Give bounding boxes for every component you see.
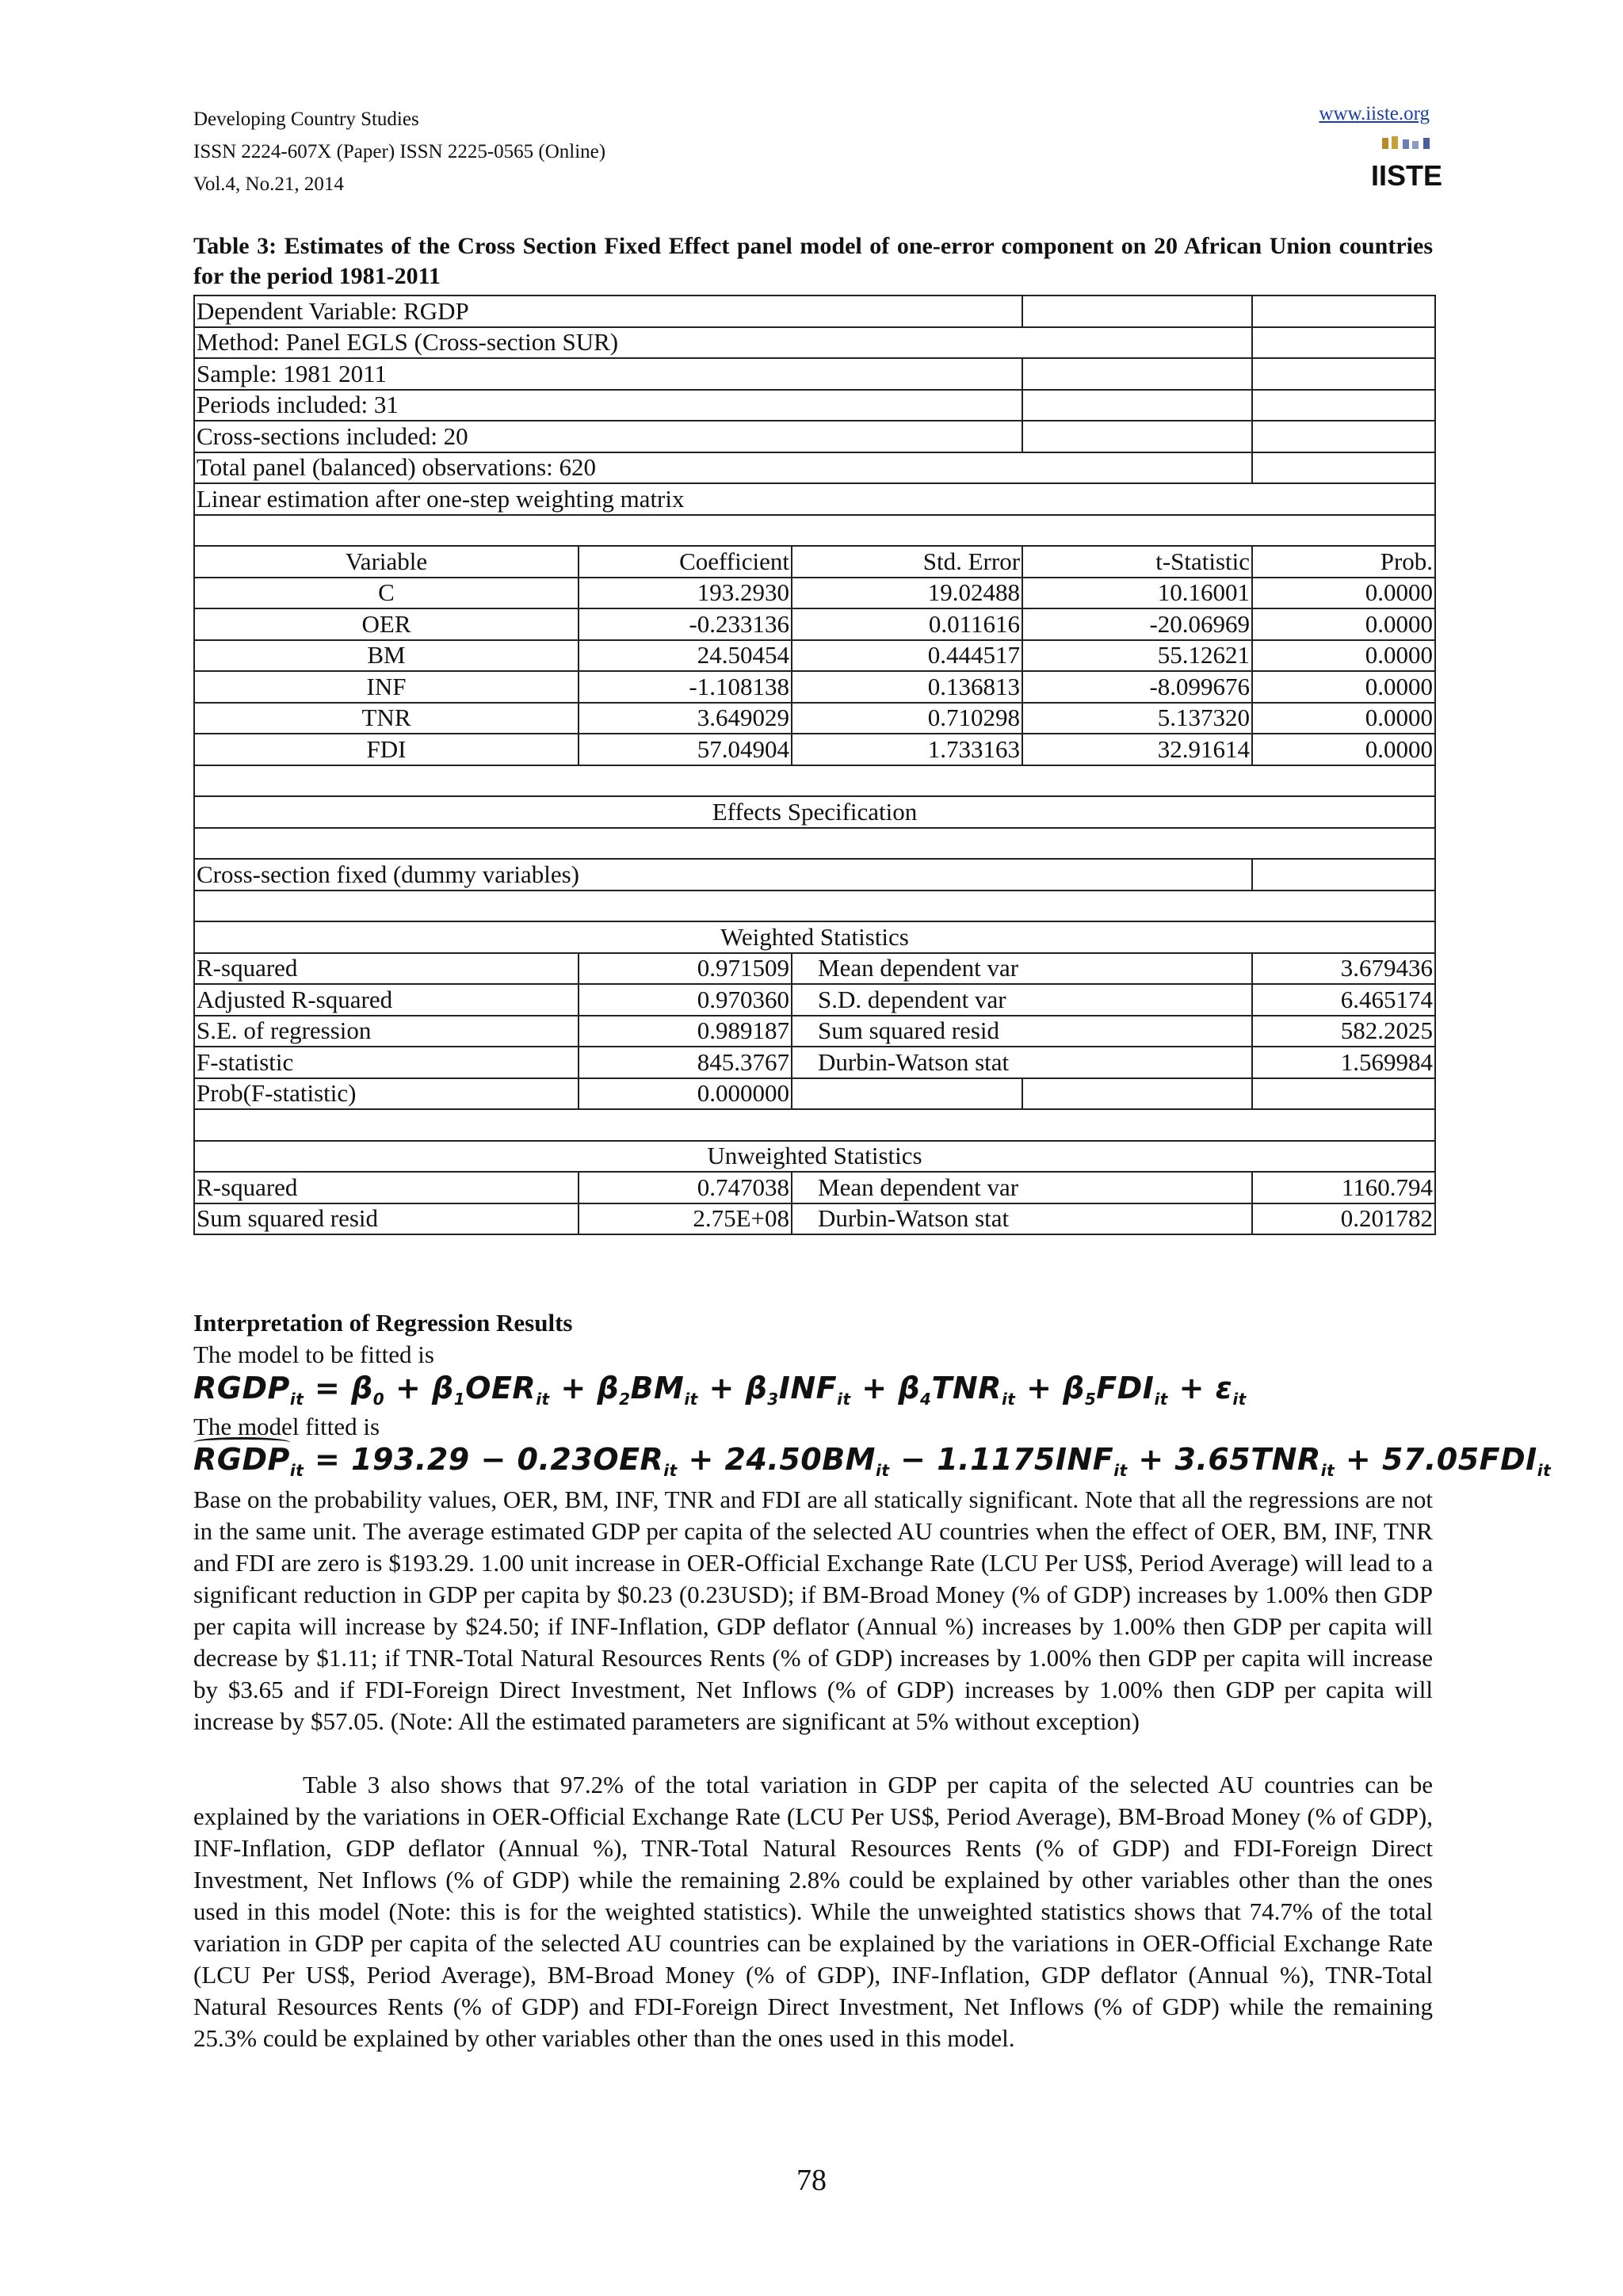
iiste-logo (1370, 136, 1443, 193)
svg-text:IISTE: IISTE (1370, 159, 1443, 192)
stat-label: Prob(F-statistic) (194, 1078, 579, 1110)
table-caption: Table 3: Estimates of the Cross Section Fixed Effect panel model of one-error component on 20 African Union countries for the period 1981-2011 (193, 233, 1433, 289)
stat-value: 582.2025 (1252, 1016, 1435, 1047)
section-title: Interpretation of Regression Results (193, 1309, 573, 1337)
stat-row (194, 1172, 1435, 1203)
empty-cell (792, 1078, 1022, 1110)
cell-coefficient: 24.50454 (579, 640, 792, 672)
stat-row (194, 984, 1435, 1016)
stat-label: Durbin-Watson stat (792, 1203, 1252, 1235)
stat-value: 0.989187 (579, 1016, 792, 1047)
info-row (194, 483, 1435, 515)
stat-value: 2.75E+08 (579, 1203, 792, 1235)
cell-coefficient: 57.04904 (579, 734, 792, 765)
empty-cell (1252, 327, 1435, 359)
cell-variable: C (194, 578, 579, 609)
stat-row (194, 1047, 1435, 1078)
table-row (194, 703, 1435, 734)
stat-label: F-statistic (194, 1047, 579, 1078)
cell-std-error: 0.444517 (792, 640, 1022, 672)
cell-prob: 0.0000 (1252, 703, 1435, 734)
empty-cell (1022, 296, 1252, 327)
journal-name: Developing Country Studies (193, 109, 419, 130)
hat-accent (193, 1437, 290, 1447)
info-sample: Sample: 1981 2011 (194, 358, 1022, 390)
estimates-table (193, 295, 1436, 1235)
stat-value: 1160.794 (1252, 1172, 1435, 1203)
stat-label: R-squared (194, 953, 579, 985)
table-row (194, 640, 1435, 672)
cell-coefficient: 193.2930 (579, 578, 792, 609)
spacer-row (194, 1109, 1435, 1141)
stat-label: Adjusted R-squared (194, 984, 579, 1016)
unweighted-statistics-title: Unweighted Statistics (194, 1141, 1435, 1173)
stat-value: 0.201782 (1252, 1203, 1435, 1235)
stat-row (194, 1203, 1435, 1235)
empty-cell (1022, 421, 1252, 452)
info-row (194, 390, 1435, 421)
stat-value: 1.569984 (1252, 1047, 1435, 1078)
cell-std-error: 0.710298 (792, 703, 1022, 734)
info-row (194, 296, 1435, 327)
cell-variable: OER (194, 608, 579, 640)
section-title-row (194, 921, 1435, 953)
stat-value: 0.000000 (579, 1078, 792, 1110)
stat-label: R-squared (194, 1172, 579, 1203)
cell-variable: TNR (194, 703, 579, 734)
cell-prob: 0.0000 (1252, 640, 1435, 672)
cell-std-error: 19.02488 (792, 578, 1022, 609)
empty-cell (1022, 390, 1252, 421)
info-row (194, 421, 1435, 452)
info-observations: Total panel (balanced) observations: 620 (194, 452, 1252, 484)
table-row (194, 734, 1435, 765)
info-row (194, 327, 1435, 359)
cell-t-statistic: 32.91614 (1022, 734, 1252, 765)
table-row (194, 608, 1435, 640)
table-row (194, 671, 1435, 703)
table-row (194, 578, 1435, 609)
stat-label: Mean dependent var (792, 953, 1252, 985)
cell-prob: 0.0000 (1252, 608, 1435, 640)
cell-std-error: 0.136813 (792, 671, 1022, 703)
cell-std-error: 0.011616 (792, 608, 1022, 640)
cell-coefficient: -0.233136 (579, 608, 792, 640)
stat-value: 3.679436 (1252, 953, 1435, 985)
journal-header (193, 103, 605, 200)
empty-cell (1252, 296, 1435, 327)
info-estimation: Linear estimation after one-step weighting matrix (194, 483, 1435, 515)
cell-t-statistic: -20.06969 (1022, 608, 1252, 640)
empty-cell (1252, 1078, 1435, 1110)
section-title-row (194, 796, 1435, 828)
cell-std-error: 1.733163 (792, 734, 1022, 765)
stat-value: 845.3767 (579, 1047, 792, 1078)
empty-cell (1252, 452, 1435, 484)
fitted-intro-text: The model fitted is (193, 1413, 380, 1440)
paragraph-1: Base on the probability values, OER, BM, INF, TNR and FDI are all statically significant. Note that all the regressions are not in the same unit. The average estimated GDP per capita of the selected AU countries when the effect of OER, BM, INF, TNR and FDI are zero is $193.29. 1.00 unit increase in OER-Official Exchange Rate (LCU Per US$, Period Average) will lead to a significant reduction in GDP per capita by $0.23 (0.23USD); if BM-Broad Money (% of GDP) increases by 1.00% then GDP per capita will increase by $24.50; if INF-Inflation, GDP deflator (Annual %) increases by 1.00% then GDP per capita will decrease by $1.11; if TNR-Total Natural Resources Rents (% of GDP) increases by 1.00% then GDP per capita will increase by $3.65 and if FDI-Foreign Direct Investment, Net Inflows (% of GDP) increases by 1.00% then GDP per capita will increase by $57.05. (Note: All the estimated parameters are significant at 5% without exception) (193, 1486, 1433, 1735)
cell-t-statistic: -8.099676 (1022, 671, 1252, 703)
stat-value: 6.465174 (1252, 984, 1435, 1016)
stat-label: Durbin-Watson stat (792, 1047, 1252, 1078)
stat-label: Sum squared resid (792, 1016, 1252, 1047)
cell-t-statistic: 10.16001 (1022, 578, 1252, 609)
stat-row (194, 1078, 1435, 1110)
spacer-row (194, 828, 1435, 860)
empty-cell (1252, 358, 1435, 390)
stat-label: S.E. of regression (194, 1016, 579, 1047)
paragraph-2: Table 3 also shows that 97.2% of the total variation in GDP per capita of the selected AU countries can be explained by the variations in OER-Official Exchange Rate (LCU Per US$, Period Average), BM-Broad Money (% of GDP), INF-Inflation, GDP deflator (Annual %), TNR-Total Natural Resources Rents (% of GDP) and FDI-Foreign Direct Investment, Net Inflows (% of GDP) while the remaining 2.8% could be explained by other variables other than the ones used in this model (Note: this is for the weighted statistics). While the unweighted statistics shows that 74.7% of the total variation in GDP per capita of the selected AU countries can be explained by the variations in OER-Official Exchange Rate (LCU Per US$, Period Average), BM-Broad Money (% of GDP), INF-Inflation, GDP deflator (Annual %), TNR-Total Natural Resources Rents (% of GDP) and FDI-Foreign Direct Investment, Net Inflows (% of GDP) while the remaining 25.3% could be explained by other variables other than the ones used in this model. (193, 1771, 1433, 2052)
cell-t-statistic: 55.12621 (1022, 640, 1252, 672)
cell-prob: 0.0000 (1252, 734, 1435, 765)
stat-label: S.D. dependent var (792, 984, 1252, 1016)
col-header-std-error: Std. Error (792, 546, 1022, 578)
stat-row (194, 953, 1435, 985)
info-periods: Periods included: 31 (194, 390, 1022, 421)
effects-row (194, 859, 1435, 891)
info-row (194, 452, 1435, 484)
empty-cell (1252, 859, 1435, 891)
stat-label: Sum squared resid (194, 1203, 579, 1235)
cell-t-statistic: 5.137320 (1022, 703, 1252, 734)
fitted-equation: RGDP $_{it} = 193.29 - 0.23OER_{it} + 24.50BM_{it} - 1.1175INF_{it} + 3.65TNR_{it} + 57.05FDI_{it}$ (193, 1442, 1551, 1480)
spacer-row (194, 765, 1435, 797)
stat-value: 0.971509 (579, 953, 792, 985)
effects-cross-section-fixed: Cross-section fixed (dummy variables) (194, 859, 1252, 891)
column-header-row (194, 546, 1435, 578)
model-equation: $RGDP_{it} = \beta_0 + \beta_1OER_{it} + \beta_2BM_{it} + \beta_3INF_{it} + \beta_4TNR_{it} + \beta_5FDI_{it} + \varepsilon_{it}$ (193, 1371, 1247, 1409)
spacer-row (194, 515, 1435, 547)
stat-label: Mean dependent var (792, 1172, 1252, 1203)
col-header-prob: Prob. (1252, 546, 1435, 578)
empty-cell (1252, 390, 1435, 421)
journal-volume: Vol.4, No.21, 2014 (193, 174, 344, 195)
info-row (194, 358, 1435, 390)
stat-value: 0.747038 (579, 1172, 792, 1203)
model-intro-text: The model to be fitted is (193, 1341, 434, 1368)
stat-row (194, 1016, 1435, 1047)
empty-cell (1022, 358, 1252, 390)
cell-variable: BM (194, 640, 579, 672)
cell-coefficient: 3.649029 (579, 703, 792, 734)
cell-coefficient: -1.108138 (579, 671, 792, 703)
weighted-statistics-title: Weighted Statistics (194, 921, 1435, 953)
cell-variable: FDI (194, 734, 579, 765)
effects-specification-title: Effects Specification (194, 796, 1435, 828)
cell-prob: 0.0000 (1252, 671, 1435, 703)
journal-url-link[interactable]: www.iiste.org (1319, 103, 1430, 124)
cell-variable: INF (194, 671, 579, 703)
info-dependent-variable: Dependent Variable: RGDP (194, 296, 1022, 327)
cell-prob: 0.0000 (1252, 578, 1435, 609)
spacer-row (194, 891, 1435, 922)
col-header-coefficient: Coefficient (579, 546, 792, 578)
info-cross-sections: Cross-sections included: 20 (194, 421, 1022, 452)
section-title-row (194, 1141, 1435, 1173)
empty-cell (1252, 421, 1435, 452)
col-header-variable: Variable (194, 546, 579, 578)
empty-cell (1022, 1078, 1252, 1110)
page-number: 78 (796, 2164, 827, 2197)
col-header-t-statistic: t-Statistic (1022, 546, 1252, 578)
stat-value: 0.970360 (579, 984, 792, 1016)
journal-issn: ISSN 2224-607X (Paper) ISSN 2225-0565 (Online) (193, 141, 606, 162)
info-method: Method: Panel EGLS (Cross-section SUR) (194, 327, 1252, 359)
